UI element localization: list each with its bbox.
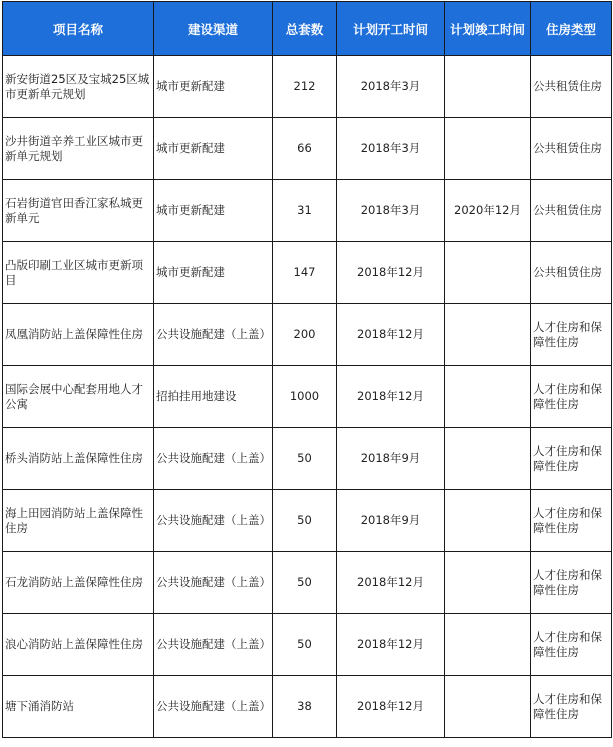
- cell-total-units: 38: [273, 676, 337, 738]
- cell-project-name: 石岩街道官田香江家私城更新单元: [3, 180, 154, 242]
- cell-planned-finish: [445, 676, 531, 738]
- table-row: [3, 242, 612, 304]
- cell-total-units: 1000: [273, 366, 337, 428]
- cell-housing-type: 人才住房和保障性住房: [531, 428, 612, 490]
- cell-total-units: 200: [273, 304, 337, 366]
- cell-planned-start: 2018年3月: [337, 56, 445, 118]
- cell-channel: 城市更新配建: [154, 242, 273, 304]
- cell-channel: 公共设施配建（上盖）: [154, 676, 273, 738]
- housing-projects-table-container: [2, 1, 612, 738]
- cell-planned-start: 2018年12月: [337, 614, 445, 676]
- cell-planned-start: 2018年9月: [337, 490, 445, 552]
- table-row: [3, 118, 612, 180]
- header-total-units: 总套数: [273, 2, 337, 56]
- cell-total-units: 31: [273, 180, 337, 242]
- cell-planned-start: 2018年12月: [337, 366, 445, 428]
- cell-total-units: 66: [273, 118, 337, 180]
- table-row: [3, 490, 612, 552]
- table-row: [3, 428, 612, 490]
- cell-planned-start: 2018年3月: [337, 118, 445, 180]
- cell-planned-start: 2018年12月: [337, 552, 445, 614]
- header-planned-finish: 计划竣工时间: [445, 2, 531, 56]
- cell-housing-type: 人才住房和保障性住房: [531, 676, 612, 738]
- cell-project-name: 凸版印刷工业区城市更新项目: [3, 242, 154, 304]
- cell-total-units: 212: [273, 56, 337, 118]
- table-row: [3, 676, 612, 738]
- cell-channel: 城市更新配建: [154, 118, 273, 180]
- cell-housing-type: 公共租赁住房: [531, 56, 612, 118]
- table-row: [3, 56, 612, 118]
- cell-housing-type: 公共租赁住房: [531, 242, 612, 304]
- cell-channel: 招拍挂用地建设: [154, 366, 273, 428]
- table-body: [3, 56, 612, 738]
- cell-total-units: 50: [273, 552, 337, 614]
- cell-planned-finish: [445, 490, 531, 552]
- table-row: [3, 304, 612, 366]
- cell-total-units: 50: [273, 614, 337, 676]
- cell-planned-start: 2018年12月: [337, 242, 445, 304]
- table-row: [3, 552, 612, 614]
- cell-housing-type: 人才住房和保障性住房: [531, 366, 612, 428]
- cell-housing-type: 公共租赁住房: [531, 118, 612, 180]
- table-row: [3, 180, 612, 242]
- header-row: [3, 2, 612, 56]
- cell-project-name: 浪心消防站上盖保障性住房: [3, 614, 154, 676]
- cell-planned-start: 2018年12月: [337, 676, 445, 738]
- cell-housing-type: 人才住房和保障性住房: [531, 304, 612, 366]
- cell-housing-type: 人才住房和保障性住房: [531, 614, 612, 676]
- table-header: [3, 2, 612, 56]
- cell-planned-start: 2018年12月: [337, 304, 445, 366]
- cell-project-name: 桥头消防站上盖保障性住房: [3, 428, 154, 490]
- cell-planned-finish: 2020年12月: [445, 180, 531, 242]
- cell-planned-finish: [445, 56, 531, 118]
- cell-planned-finish: [445, 552, 531, 614]
- header-planned-start: 计划开工时间: [337, 2, 445, 56]
- header-project-name: 项目名称: [3, 2, 154, 56]
- cell-total-units: 50: [273, 428, 337, 490]
- table-row: [3, 614, 612, 676]
- housing-projects-table: [2, 1, 612, 738]
- cell-channel: 城市更新配建: [154, 180, 273, 242]
- cell-planned-start: 2018年3月: [337, 180, 445, 242]
- cell-housing-type: 公共租赁住房: [531, 180, 612, 242]
- cell-project-name: 沙井街道辛养工业区城市更新单元规划: [3, 118, 154, 180]
- cell-project-name: 新安街道25区及宝城25区城市更新单元规划: [3, 56, 154, 118]
- cell-channel: 公共设施配建（上盖）: [154, 614, 273, 676]
- cell-project-name: 塘下涌消防站: [3, 676, 154, 738]
- cell-channel: 城市更新配建: [154, 56, 273, 118]
- cell-project-name: 石龙消防站上盖保障性住房: [3, 552, 154, 614]
- cell-planned-finish: [445, 614, 531, 676]
- cell-planned-start: 2018年9月: [337, 428, 445, 490]
- cell-channel: 公共设施配建（上盖）: [154, 304, 273, 366]
- cell-total-units: 50: [273, 490, 337, 552]
- cell-planned-finish: [445, 428, 531, 490]
- cell-housing-type: 人才住房和保障性住房: [531, 490, 612, 552]
- cell-channel: 公共设施配建（上盖）: [154, 490, 273, 552]
- cell-housing-type: 人才住房和保障性住房: [531, 552, 612, 614]
- cell-channel: 公共设施配建（上盖）: [154, 552, 273, 614]
- cell-project-name: 凤凰消防站上盖保障性住房: [3, 304, 154, 366]
- header-channel: 建设渠道: [154, 2, 273, 56]
- cell-channel: 公共设施配建（上盖）: [154, 428, 273, 490]
- header-housing-type: 住房类型: [531, 2, 612, 56]
- cell-planned-finish: [445, 366, 531, 428]
- table-row: [3, 366, 612, 428]
- cell-project-name: 海上田园消防站上盖保障性住房: [3, 490, 154, 552]
- cell-planned-finish: [445, 242, 531, 304]
- cell-planned-finish: [445, 118, 531, 180]
- cell-total-units: 147: [273, 242, 337, 304]
- cell-project-name: 国际会展中心配套用地人才公寓: [3, 366, 154, 428]
- cell-planned-finish: [445, 304, 531, 366]
